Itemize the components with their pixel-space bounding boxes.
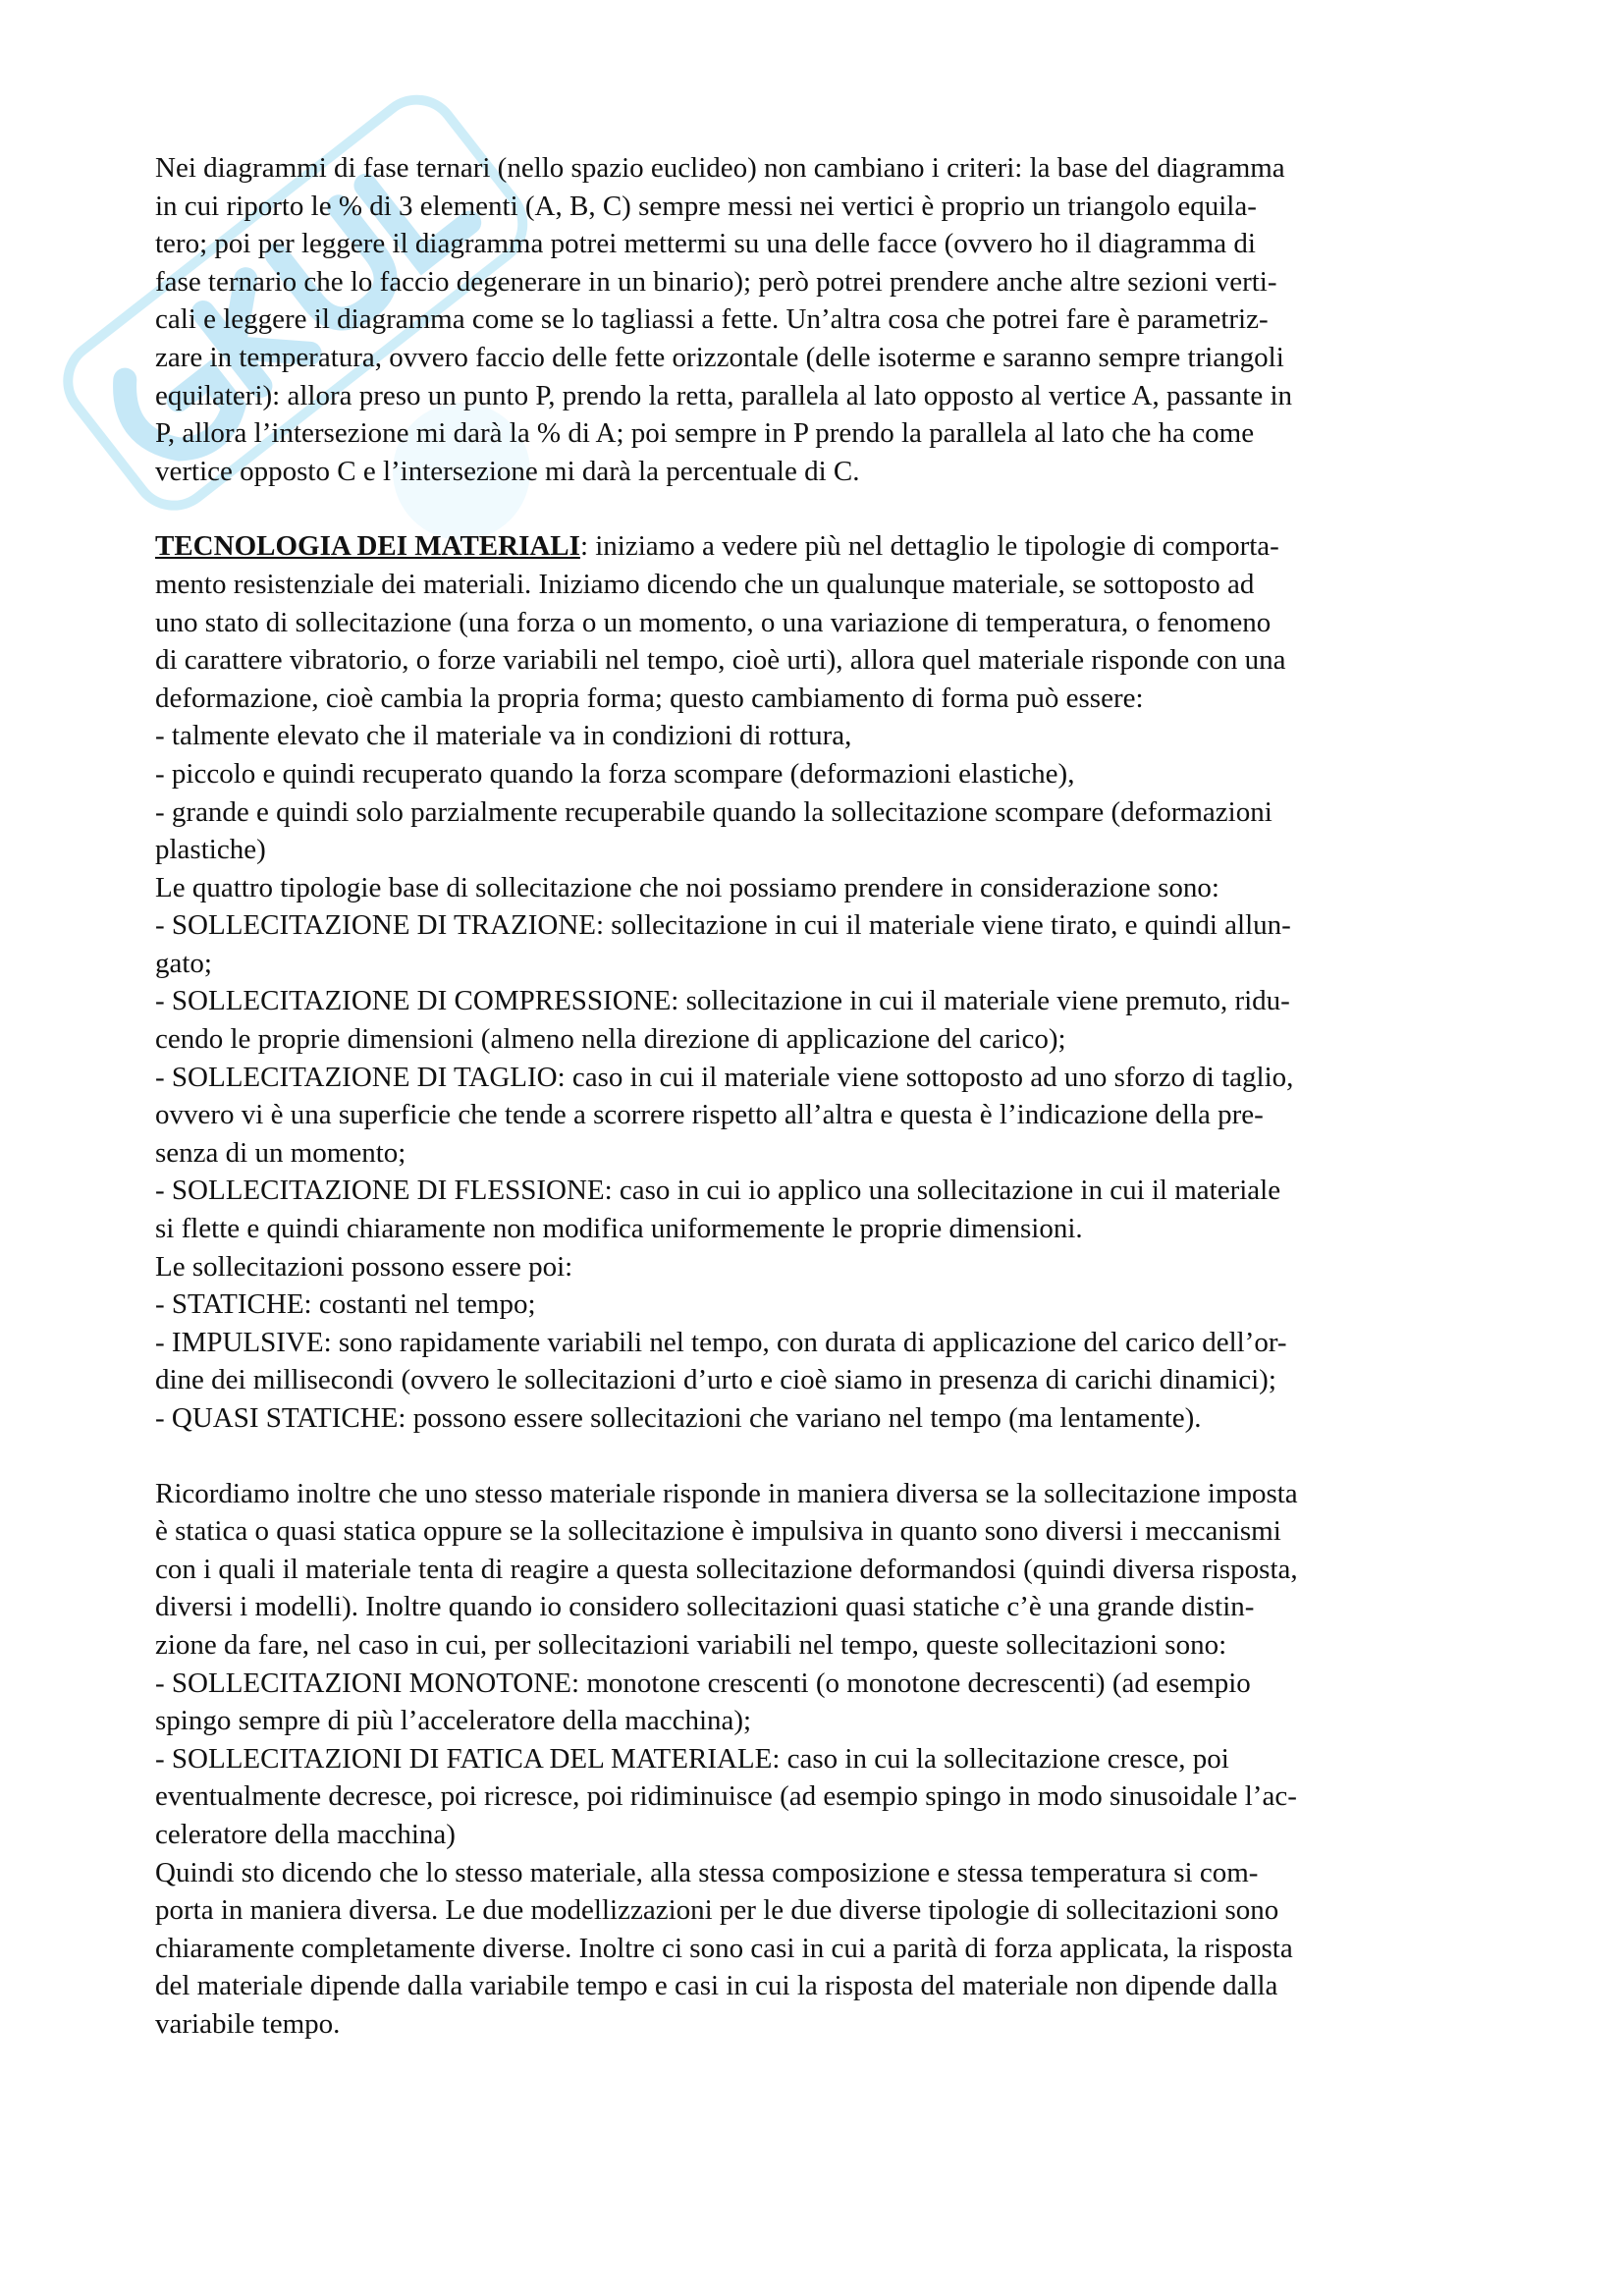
text-line: cendo le proprie dimensioni (almeno nella direzione di applicazione del carico);: [155, 1023, 1066, 1056]
text-line: - SOLLECITAZIONE DI TRAZIONE: sollecitazione in cui il materiale viene tirato, e quindi allun-: [155, 909, 1291, 942]
text-line: - STATICHE: costanti nel tempo;: [155, 1288, 536, 1321]
text-line: deformazione, cioè cambia la propria forma; questo cambiamento di forma può essere:: [155, 682, 1144, 714]
paragraph-ricordiamo: [155, 1475, 1476, 2044]
heading-line-rest: : iniziamo a vedere più nel dettaglio le tipologie di comporta-: [579, 530, 1279, 563]
text-line: senza di un momento;: [155, 1136, 406, 1169]
text-line: - piccolo e quindi recuperato quando la forza scompare (deformazioni elastiche),: [155, 757, 1075, 790]
text-line: tero; poi per leggere il diagramma potrei mettermi su una delle facce (ovvero ho il diagramma di: [155, 228, 1256, 260]
text-line: Le quattro tipologie base di sollecitazione che noi possiamo prendere in considerazione sono:: [155, 871, 1219, 903]
text-line: mento resistenziale dei materiali. Iniziamo dicendo che un qualunque materiale, se sottoposto ad: [155, 568, 1255, 600]
paragraph-ternary-diagrams: [155, 149, 1476, 490]
text-line: si flette e quindi chiaramente non modifica uniformemente le proprie dimensioni.: [155, 1213, 1083, 1245]
text-line: variabile tempo.: [155, 2007, 341, 2040]
text-line: cali e leggere il diagramma come se lo tagliassi a fette. Un’altra cosa che potrei fare è parametriz-: [155, 303, 1269, 336]
text-line: - SOLLECITAZIONE DI FLESSIONE: caso in cui io applico una sollecitazione in cui il materiale: [155, 1175, 1281, 1207]
text-line: - QUASI STATICHE: possono essere sollecitazioni che variano nel tempo (ma lentamente).: [155, 1402, 1202, 1434]
text-line: equilateri): allora preso un punto P, prendo la retta, parallela al lato opposto al vertice A, passante in: [155, 379, 1293, 411]
text-line: Quindi sto dicendo che lo stesso materiale, alla stessa composizione e stessa temperatura si com-: [155, 1856, 1259, 1888]
text-line: - SOLLECITAZIONE DI TAGLIO: caso in cui il materiale viene sottoposto ad uno sforzo di taglio,: [155, 1061, 1294, 1093]
text-line: [155, 527, 1476, 566]
text-line: celeratore della macchina): [155, 1818, 456, 1850]
text-line: in cui riporto le % di 3 elementi (A, B, C) sempre messi nei vertici è proprio un triangolo equila-: [155, 190, 1257, 222]
text-line: ovvero vi è una superficie che tende a scorrere rispetto all’altra e questa è l’indicazione della pre-: [155, 1099, 1264, 1131]
text-line: - grande e quindi solo parzialmente recuperabile quando la sollecitazione scompare (deformazioni: [155, 795, 1272, 828]
text-line: Ricordiamo inoltre che uno stesso materiale risponde in maniera diversa se la sollecitazione imposta: [155, 1477, 1298, 1509]
text-line: dine dei millisecondi (ovvero le sollecitazioni d’urto e cioè siamo in presenza di carichi dinamici);: [155, 1364, 1276, 1396]
text-line: diversi i modelli). Inoltre quando io considero sollecitazioni quasi statiche c’è una grande distin-: [155, 1591, 1255, 1623]
text-line: gato;: [155, 947, 212, 979]
text-line: Le sollecitazioni possono essere poi:: [155, 1250, 573, 1283]
text-line: di carattere vibratorio, o forze variabili nel tempo, cioè urti), allora quel materiale risponde con una: [155, 644, 1286, 677]
text-line: - SOLLECITAZIONE DI COMPRESSIONE: sollecitazione in cui il materiale viene premuto, ridu-: [155, 985, 1290, 1017]
text-line: Nei diagrammi di fase ternari (nello spazio euclideo) non cambiano i criteri: la base del diagramma: [155, 152, 1285, 184]
text-line: eventualmente decresce, poi ricresce, poi ridiminuisce (ad esempio spingo in modo sinusoidale l’ac-: [155, 1780, 1297, 1813]
text-line: - SOLLECITAZIONI MONOTONE: monotone crescenti (o monotone decrescenti) (ad esempio: [155, 1667, 1251, 1699]
text-line: è statica o quasi statica oppure se la sollecitazione è impulsiva in quanto sono diversi i meccanismi: [155, 1515, 1281, 1548]
text-line: uno stato di sollecitazione (una forza o un momento, o una variazione di temperatura, o fenomeno: [155, 606, 1272, 638]
text-line: chiaramente completamente diverse. Inoltre ci sono casi in cui a parità di forza applicata, la risposta: [155, 1932, 1293, 1964]
text-line: del materiale dipende dalla variabile tempo e casi in cui la risposta del materiale non dipende dalla: [155, 1970, 1278, 2002]
text-line: - talmente elevato che il materiale va in condizioni di rottura,: [155, 720, 852, 752]
text-line: porta in maniera diversa. Le due modellizzazioni per le due diverse tipologie di sollecitazioni sono: [155, 1894, 1279, 1927]
text-line: spingo sempre di più l’acceleratore della macchina);: [155, 1705, 752, 1737]
text-line: - SOLLECITAZIONI DI FATICA DEL MATERIALE: caso in cui la sollecitazione cresce, poi: [155, 1742, 1229, 1775]
text-line: zione da fare, nel caso in cui, per sollecitazioni variabili nel tempo, queste sollecitazioni sono:: [155, 1628, 1227, 1661]
text-line: - IMPULSIVE: sono rapidamente variabili nel tempo, con durata di applicazione del carico dell’or-: [155, 1326, 1287, 1358]
section-heading: TECNOLOGIA DEI MATERIALI: [155, 530, 580, 563]
section-tecnologia-materiali: [155, 527, 1476, 1437]
text-line: zare in temperatura, ovvero faccio delle fette orizzontale (delle isoterme e saranno sempre triangoli: [155, 341, 1284, 373]
text-line: vertice opposto C e l’intersezione mi darà la percentuale di C.: [155, 455, 860, 487]
text-line: plastiche): [155, 834, 266, 866]
document-page: [155, 149, 1476, 2044]
text-line: fase ternario che lo faccio degenerare in un binario); però potrei prendere anche altre sezioni verti-: [155, 265, 1277, 298]
text-line: con i quali il materiale tenta di reagire a questa sollecitazione deformandosi (quindi diversa risposta,: [155, 1553, 1298, 1585]
text-line: P, allora l’intersezione mi darà la % di A; poi sempre in P prendo la parallela al lato che ha come: [155, 417, 1255, 450]
